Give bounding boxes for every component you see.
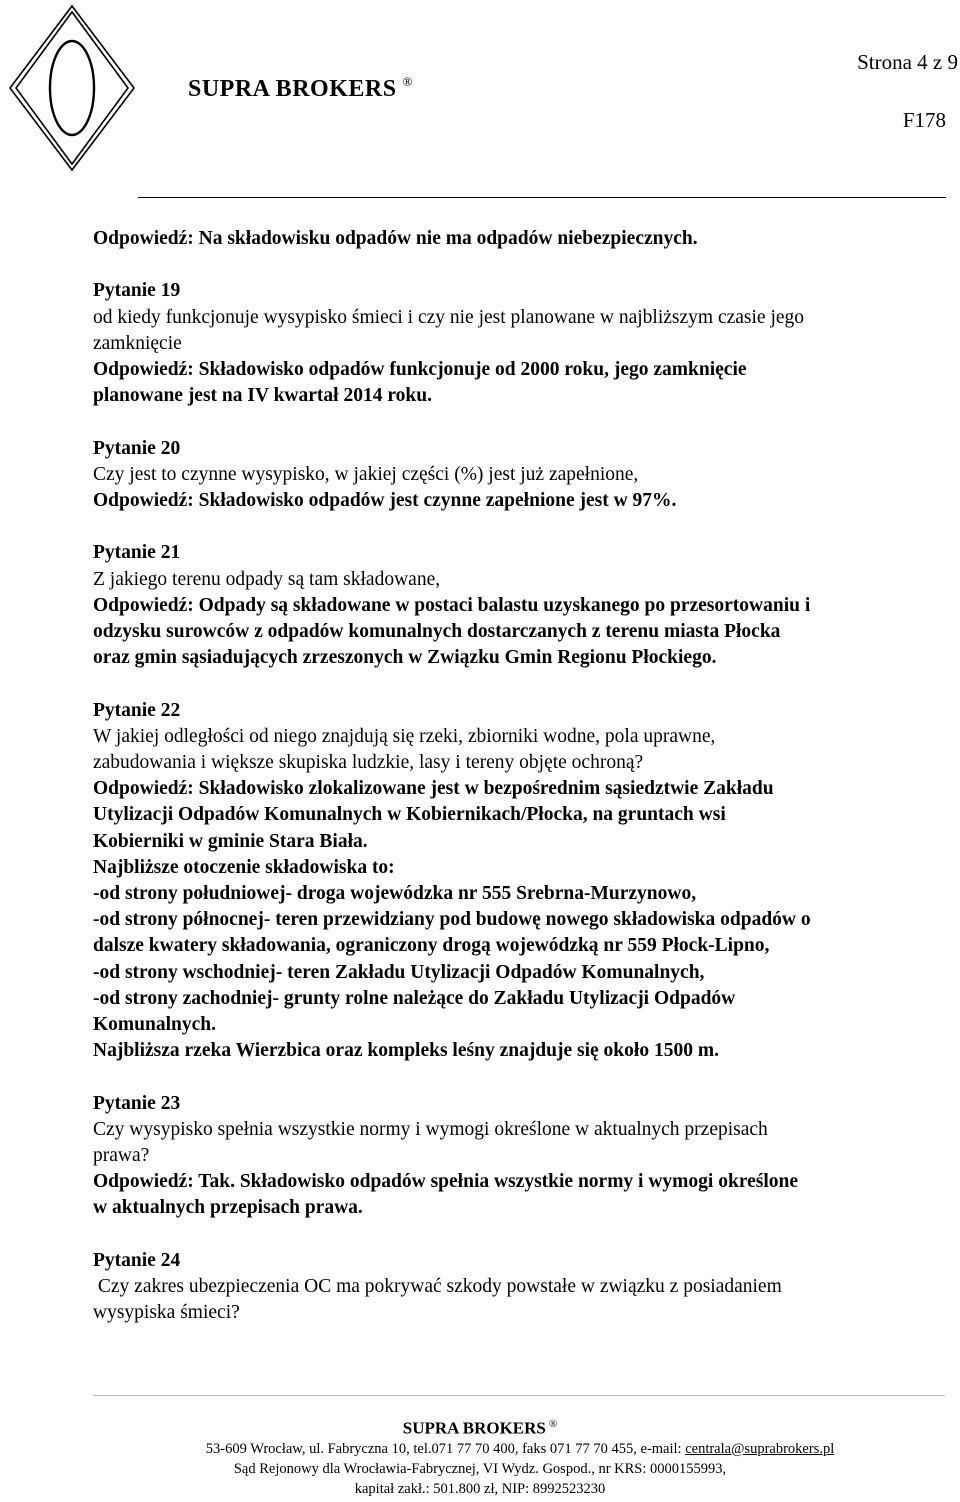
text-line: oraz gmin sąsiadujących zrzeszonych w Związku Gmin Regionu Płockiego. (93, 647, 717, 669)
logo-diamond-outer (10, 6, 134, 170)
text-line: w aktualnych przepisach prawa. (93, 1197, 363, 1219)
header-divider (138, 197, 946, 198)
text-line: Czy jest to czynne wysypisko, w jakiej części (%) jest już zapełnione, (93, 463, 639, 485)
text-line: Z jakiego terenu odpady są tam składowane, (93, 568, 441, 590)
text-line: Odpowiedź: Składowisko odpadów funkcjonuje od 2000 roku, jego zamknięcie (93, 359, 747, 380)
text-line: Pytanie 22 (93, 699, 181, 721)
text-line: wysypiska śmieci? (93, 1302, 240, 1324)
text-line: Najbliższa rzeka Wierzbica oraz kompleks leśny znajduje się około 1500 m. (93, 1040, 719, 1062)
text-line: planowane jest na IV kwartał 2014 roku. (93, 385, 432, 407)
text-line: Odpowiedź: Na składowisku odpadów nie ma odpadów niebezpiecznych. (93, 228, 698, 249)
text-line: -od strony południowej- droga wojewódzka nr 555 Srebrna-Murzynowo, (93, 883, 697, 905)
footer-email-link[interactable]: centrala@suprabrokers.pl (685, 1440, 835, 1457)
paragraph-gap (93, 1064, 948, 1090)
registered-mark: ® (402, 74, 413, 89)
text-line: zabudowania i większe skupiska ludzkie, lasy i tereny objęte ochroną? (93, 752, 644, 773)
text-line: -od strony zachodniej- grunty rolne należące do Zakładu Utylizacji Odpadów (93, 987, 736, 1009)
text-line: dalsze kwatery składowania, ograniczony drogą wojewódzką nr 559 Płock-Lipno, (93, 935, 770, 957)
text-line: odzysku surowców z odpadów komunalnych dostarczanych z terenu miasta Płocka (93, 621, 781, 642)
text-line: zamknięcie (93, 332, 182, 354)
text-line: Kobierniki w gminie Stara Biała. (93, 830, 368, 852)
logo-diamond-inner (16, 12, 128, 164)
paragraph-gap (93, 1222, 948, 1248)
footer-registered-mark: ® (548, 1418, 558, 1430)
text-line: od kiedy funkcjonuje wysypisko śmieci i czy nie jest planowane w najbliższym czasie jego (93, 306, 805, 328)
text-line: W jakiej odległości od niego znajdują się rzeki, zbiorniki wodne, pola uprawne, (93, 725, 716, 747)
text-line: Pytanie 23 (93, 1092, 181, 1114)
footer-address: 53-609 Wrocław, ul. Fabryczna 10, tel.071 77 70 400, faks 071 77 70 455, e-mail: centrala@suprabrokers.pl (205, 1440, 835, 1457)
footer-court: Sąd Rejonowy dla Wrocławia-Fabrycznej, VI Wydz. Gospod., nr KRS: 0000155993, (233, 1460, 727, 1477)
footer-capital: kapitał zakł.: 501.800 zł, NIP: 8992523230 (354, 1480, 606, 1497)
text-line: Odpowiedź: Tak. Składowisko odpadów spełnia wszystkie normy i wymogi określone (93, 1171, 799, 1193)
text-line: Utylizacji Odpadów Komunalnych w Kobiernikach/Płocka, na gruntach wsi (93, 804, 726, 826)
text-line: Odpowiedź: Składowisko zlokalizowane jest w bezpośrednim sąsiedztwie Zakładu (93, 778, 774, 800)
footer-brand: SUPRA BROKERS ® (402, 1418, 558, 1438)
text-line: Pytanie 21 (93, 542, 181, 564)
paragraph-gap (93, 409, 948, 435)
page-number: Strona 4 z 9 (857, 50, 958, 74)
text-line: -od strony północnej- teren przewidziany pod budowę nowego składowiska odpadów o (93, 909, 811, 931)
text-line: Komunalnych. (93, 1014, 216, 1036)
document-body (93, 226, 948, 1326)
text-line: Najbliższe otoczenie składowiska to: (93, 856, 395, 878)
paragraph-gap (93, 514, 948, 540)
company-logo (6, 4, 138, 172)
footer-divider (93, 1395, 945, 1396)
header-brand: SUPRA BROKERS ® (188, 74, 413, 102)
text-line: Pytanie 19 (93, 280, 181, 302)
paragraph-gap (93, 671, 948, 697)
text-line: Odpowiedź: Odpady są składowane w postaci balastu uzyskanego po przesortowaniu i (93, 594, 811, 616)
logo-oval (50, 41, 94, 135)
text-line: Czy wysypisko spełnia wszystkie normy i wymogi określone w aktualnych przepisach (93, 1118, 768, 1140)
text-line: -od strony wschodniej- teren Zakładu Utylizacji Odpadów Komunalnych, (93, 961, 705, 983)
document-code: F178 (902, 108, 946, 132)
text-line: Pytanie 20 (93, 437, 181, 459)
text-line: Czy zakres ubezpieczenia OC ma pokrywać szkody powstałe w związku z posiadaniem (97, 1276, 782, 1298)
text-line: Odpowiedź: Składowisko odpadów jest czynne zapełnione jest w 97%. (93, 490, 677, 511)
text-line: Pytanie 24 (93, 1249, 181, 1271)
text-line: prawa? (93, 1145, 150, 1167)
paragraph-gap (93, 252, 948, 278)
footer (0, 1414, 960, 1499)
